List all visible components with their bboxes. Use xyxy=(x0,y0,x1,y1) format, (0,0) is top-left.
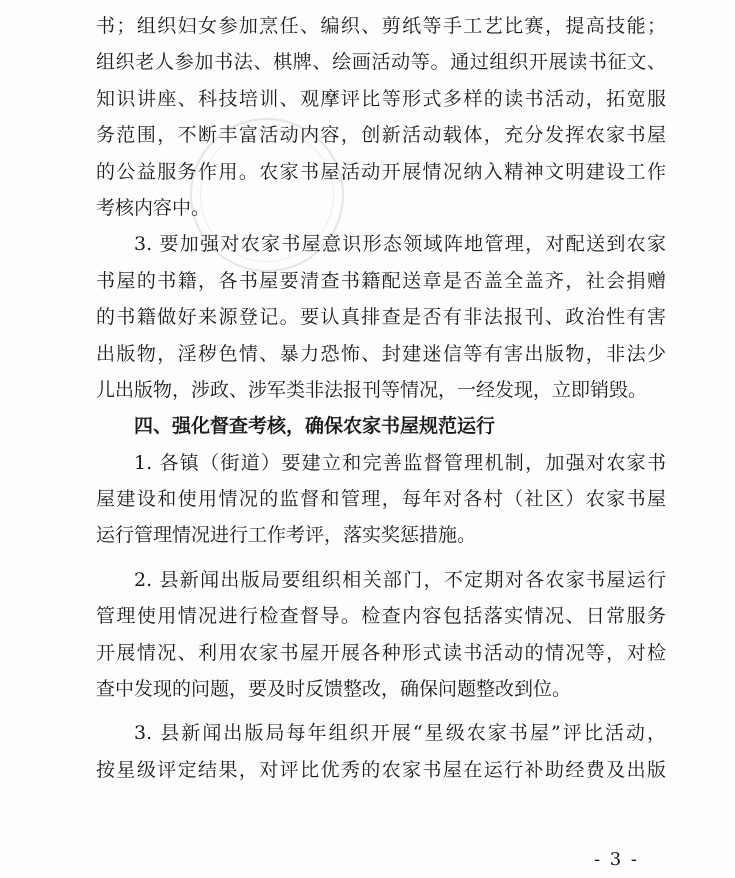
body-line: 屋建设和使用情况的监督和管理，每年对各村（社区）农家书屋 xyxy=(96,488,666,511)
page-number: - 3 - xyxy=(593,849,639,870)
body-line: 的公益服务作用。农家书屋活动开展情况纳入精神文明建设工作 xyxy=(96,160,666,183)
body-line: 1. 各镇（街道）要建立和完善监督管理机制，加强对农家书 xyxy=(134,451,666,474)
body-line: 3. 县新闻出版局每年组织开展“星级农家书屋”评比活动， xyxy=(134,722,666,745)
body-line: 书；组织妇女参加烹任、编织、剪纸等手工艺比赛，提高技能； xyxy=(96,15,666,37)
body-line: 书屋的书籍，各书屋要清查书籍配送章是否盖全盖齐，社会捐赠 xyxy=(96,269,666,292)
body-line: 2. 县新闻出版局要组织相关部门，不定期对各农家书屋运行 xyxy=(134,568,666,591)
body-line: 按星级评定结果，对评比优秀的农家书屋在运行补助经费及出版 xyxy=(96,758,666,781)
body-line: 儿出版物，涉政、涉军类非法报刊等情况，一经发现，立即销毁。 xyxy=(96,378,648,401)
body-line: 开展情况、利用农家书屋开展各种形式读书活动的情况等，对检 xyxy=(96,641,666,664)
body-line: 组织老人参加书法、棋牌、绘画活动等。通过组织开展读书征文、 xyxy=(96,51,666,74)
body-line: 查中发现的问题，要及时反馈整改，确保问题整改到位。 xyxy=(96,678,572,701)
section-heading: 四、强化督查考核，确保农家书屋规范运行 xyxy=(134,415,496,438)
body-line: 出版物，淫秽色情、暴力恐怖、封建迷信等有害出版物，非法少 xyxy=(96,342,666,365)
body-line: 管理使用情况进行检查督导。检查内容包括落实情况、日常服务 xyxy=(96,605,666,628)
body-line: 3. 要加强对农家书屋意识形态领域阵地管理，对配送到农家 xyxy=(134,233,666,256)
body-line: 务范围，不断丰富活动内容，创新活动载体，充分发挥农家书屋 xyxy=(96,124,666,147)
document-body xyxy=(96,8,666,788)
body-line: 运行管理情况进行工作考评，落实奖惩措施。 xyxy=(96,524,477,547)
body-line: 考核内容中。 xyxy=(96,196,211,219)
body-line: 的书籍做好来源登记。要认真排查是否有非法报刊、政治性有害 xyxy=(96,306,666,329)
body-line: 知识讲座、科技培训、观摩评比等形式多样的读书活动，拓宽服 xyxy=(96,87,666,110)
